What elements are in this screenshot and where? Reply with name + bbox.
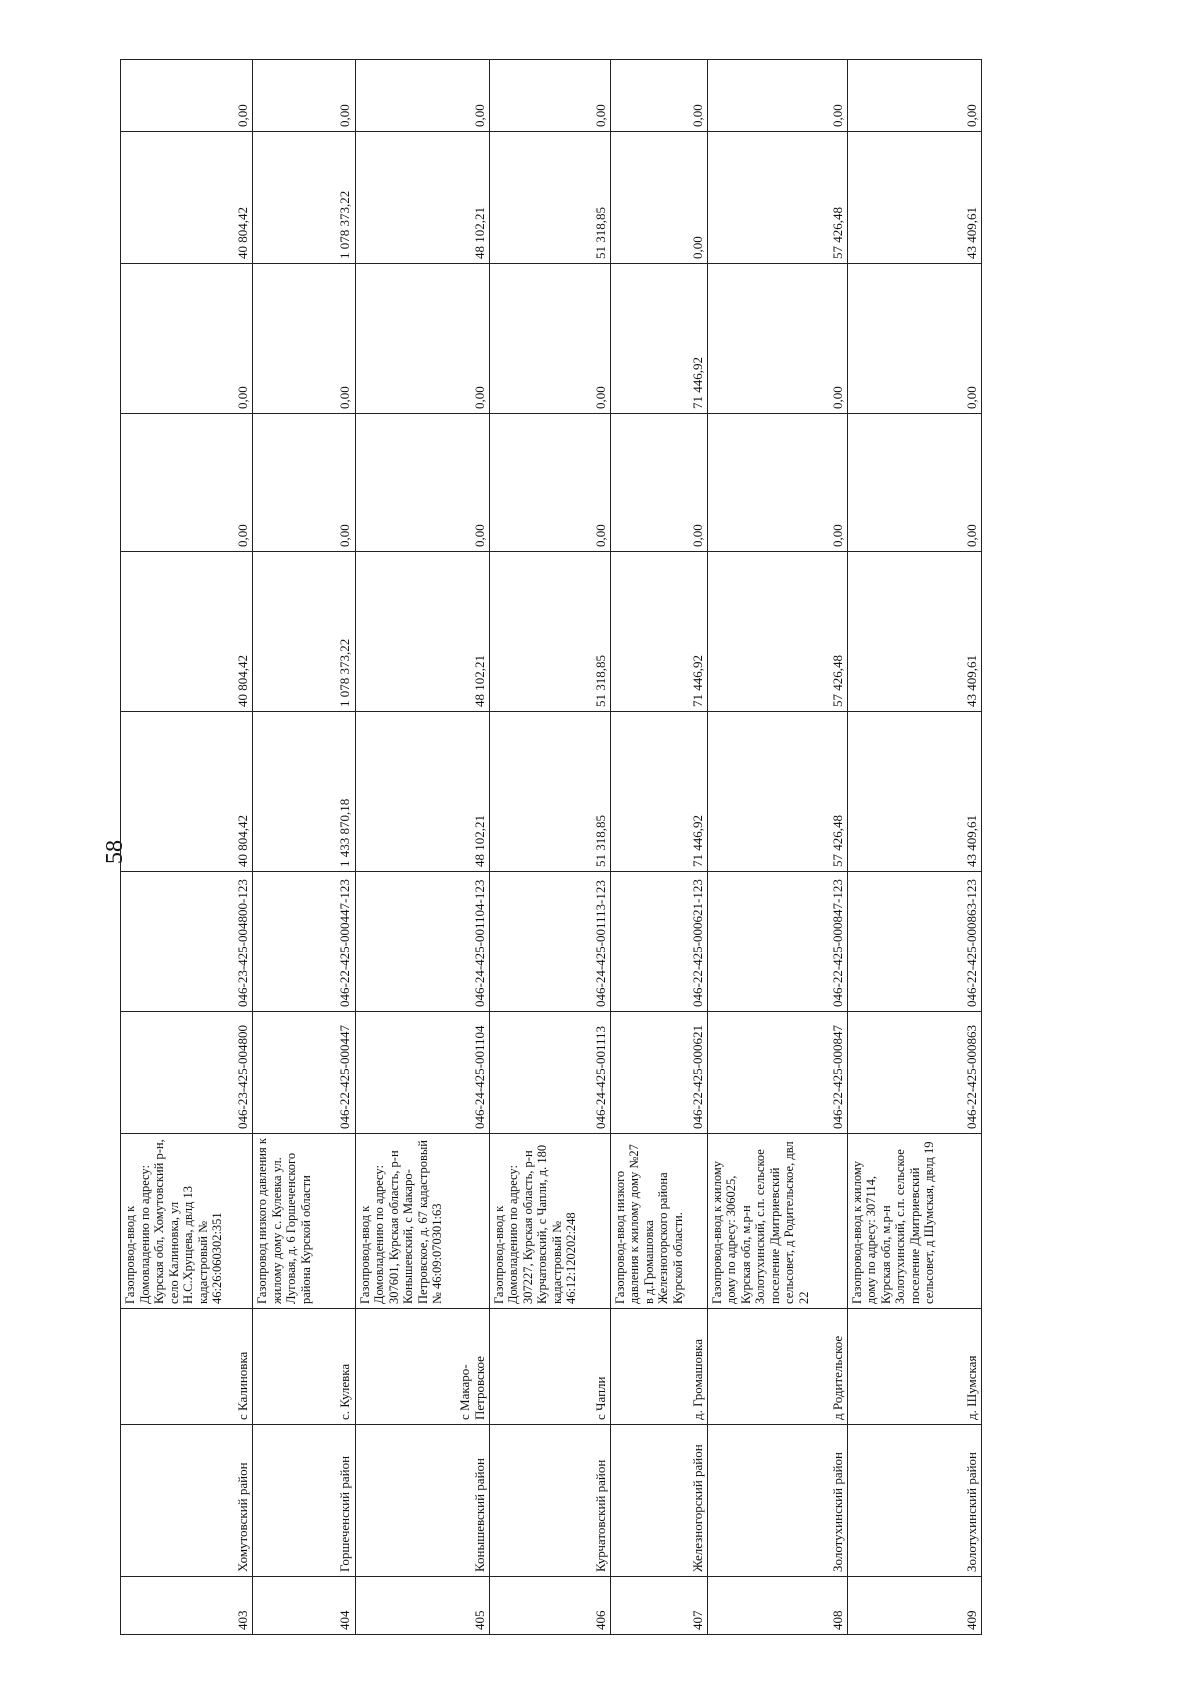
district-cell: Конышевский район <box>355 1425 489 1577</box>
value-cell: 48 102,21 <box>355 552 489 712</box>
data-table <box>120 59 982 1635</box>
value-cell: 0,00 <box>355 414 489 552</box>
full-code-cell: 046-22-425-000447-123 <box>253 872 355 1012</box>
district-cell: Золотухинский район <box>707 1425 847 1577</box>
value-cell: 51 318,85 <box>489 712 610 872</box>
value-cell: 0,00 <box>610 414 707 552</box>
table-row <box>355 60 489 1635</box>
full-code-cell: 046-24-425-001113-123 <box>489 872 610 1012</box>
value-cell: 0,00 <box>121 60 253 132</box>
row-number: 406 <box>489 1577 610 1635</box>
district-cell: Курчатовский район <box>489 1425 610 1577</box>
value-cell: 51 318,85 <box>489 552 610 712</box>
row-number: 408 <box>707 1577 847 1635</box>
code-cell: 046-22-425-000447 <box>253 1012 355 1134</box>
table-row <box>707 60 847 1635</box>
value-cell: 71 446,92 <box>610 712 707 872</box>
district-cell: Золотухинский район <box>847 1425 981 1577</box>
settlement-cell: с. Кулевка <box>253 1309 355 1425</box>
object-description-cell: Газопровод низкого давления к жилому дому с. Кулевка ул. Луговая, д. 6 Горшеченского района Курской области <box>253 1134 355 1309</box>
row-number: 407 <box>610 1577 707 1635</box>
full-code-cell: 046-23-425-004800-123 <box>121 872 253 1012</box>
row-number: 409 <box>847 1577 981 1635</box>
settlement-cell: с Макаро-Петровское <box>355 1309 489 1425</box>
value-cell: 57 426,48 <box>707 552 847 712</box>
settlement-cell: д. Шумская <box>847 1309 981 1425</box>
code-cell: 046-22-425-000847 <box>707 1012 847 1134</box>
value-cell: 0,00 <box>610 60 707 132</box>
object-description-cell: Газопровод-ввод к Домовладению по адресу: Курская обл, Хомутовский р-н, село Калиновка, ул Н.С.Хрущева, двлд 13 кадастровый № 46:26:060302:351 <box>121 1134 253 1309</box>
value-cell: 1 078 373,22 <box>253 552 355 712</box>
value-cell: 43 409,61 <box>847 712 981 872</box>
code-cell: 046-24-425-001113 <box>489 1012 610 1134</box>
value-cell: 57 426,48 <box>707 132 847 264</box>
value-cell: 0,00 <box>489 60 610 132</box>
table-row <box>847 60 981 1635</box>
value-cell: 71 446,92 <box>610 264 707 414</box>
full-code-cell: 046-22-425-000847-123 <box>707 872 847 1012</box>
value-cell: 0,00 <box>253 264 355 414</box>
object-description-cell: Газопровод-ввод к Домовладению по адресу: 307601, Курская область, р-н Конышевский, с Макаро-Петровское, д. 67 кадастровый № 46:09:070301:63 <box>355 1134 489 1309</box>
value-cell: 51 318,85 <box>489 132 610 264</box>
settlement-cell: с Чапли <box>489 1309 610 1425</box>
settlement-cell: д Родительское <box>707 1309 847 1425</box>
settlement-cell: с Калиновка <box>121 1309 253 1425</box>
value-cell: 40 804,42 <box>121 712 253 872</box>
object-description-cell: Газопровод-ввод к жилому дому по адресу: 306025, Курская обл, м.р-н Золотухинский, с.п. сельское поселение Дмитриевский сельсовет, д Родительское, двл 22 <box>707 1134 847 1309</box>
value-cell: 43 409,61 <box>847 552 981 712</box>
value-cell: 0,00 <box>253 414 355 552</box>
value-cell: 0,00 <box>121 264 253 414</box>
value-cell: 43 409,61 <box>847 132 981 264</box>
row-number: 404 <box>253 1577 355 1635</box>
value-cell: 0,00 <box>489 264 610 414</box>
code-cell: 046-22-425-000621 <box>610 1012 707 1134</box>
district-cell: Железногорский район <box>610 1425 707 1577</box>
value-cell: 57 426,48 <box>707 712 847 872</box>
rotated-table <box>120 60 982 1635</box>
value-cell: 0,00 <box>707 264 847 414</box>
value-cell: 0,00 <box>253 60 355 132</box>
value-cell: 0,00 <box>707 60 847 132</box>
value-cell: 0,00 <box>121 414 253 552</box>
value-cell: 1 078 373,22 <box>253 132 355 264</box>
row-number: 403 <box>121 1577 253 1635</box>
table-row <box>121 60 253 1635</box>
value-cell: 48 102,21 <box>355 132 489 264</box>
object-description-cell: Газопровод-ввод к Домовладению по адресу: 307227, Курская область, р-н Курчатовский, с Чапли, д. 180 кадастровый № 46:12:120202:248 <box>489 1134 610 1309</box>
code-cell: 046-24-425-001104 <box>355 1012 489 1134</box>
value-cell: 40 804,42 <box>121 132 253 264</box>
value-cell: 48 102,21 <box>355 712 489 872</box>
page-number: 58 <box>102 840 128 864</box>
value-cell: 1 433 870,18 <box>253 712 355 872</box>
full-code-cell: 046-22-425-000863-123 <box>847 872 981 1012</box>
value-cell: 0,00 <box>707 414 847 552</box>
settlement-cell: д. Громашовка <box>610 1309 707 1425</box>
table-row <box>253 60 355 1635</box>
district-cell: Хомутовский район <box>121 1425 253 1577</box>
value-cell: 0,00 <box>355 264 489 414</box>
full-code-cell: 046-24-425-001104-123 <box>355 872 489 1012</box>
table-row <box>610 60 707 1635</box>
full-code-cell: 046-22-425-000621-123 <box>610 872 707 1012</box>
table-row <box>489 60 610 1635</box>
value-cell: 0,00 <box>489 414 610 552</box>
district-cell: Горшеченский район <box>253 1425 355 1577</box>
value-cell: 71 446,92 <box>610 552 707 712</box>
value-cell: 0,00 <box>355 60 489 132</box>
code-cell: 046-23-425-004800 <box>121 1012 253 1134</box>
object-description-cell: Газопровод-ввод к жилому дому по адресу: 307114, Курская обл, м.р-н Золотухинский, с.п. сельское поселение Дмитриевский сельсовет, д Шумская, двлд 19 <box>847 1134 981 1309</box>
value-cell: 0,00 <box>610 132 707 264</box>
value-cell: 40 804,42 <box>121 552 253 712</box>
value-cell: 0,00 <box>847 60 981 132</box>
object-description-cell: Газопровод-ввод низкого давления к жилому дому №27 в д.Громашовка Железногорского района Курской области. <box>610 1134 707 1309</box>
row-number: 405 <box>355 1577 489 1635</box>
value-cell: 0,00 <box>847 264 981 414</box>
code-cell: 046-22-425-000863 <box>847 1012 981 1134</box>
value-cell: 0,00 <box>847 414 981 552</box>
